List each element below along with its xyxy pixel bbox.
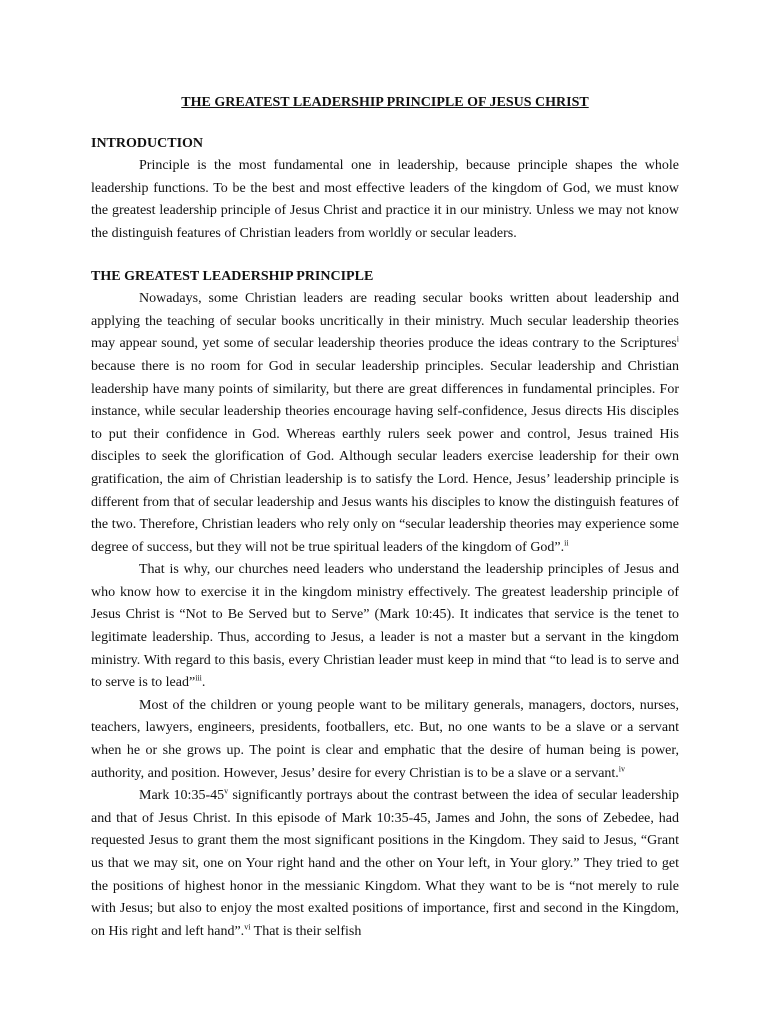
body-paragraph — [91, 288, 679, 559]
section-heading-introduction: INTRODUCTION — [91, 135, 204, 151]
section-body-greatest-principle — [91, 288, 679, 943]
paragraph-text: That is their selfish — [250, 923, 362, 939]
paragraph-text: significantly portrays about the contrast between the idea of secular leadership and that of Jesus Christ. In this episode of Mark 10:35-45, James and John, the sons of Zebedee, had requested Jesus to grant them the most significant positions in the Kingdom. They said to Jesus, “Grant us that we may sit, one on Your right hand and the other on Your left, in Your glory.” They tried to get the positions of highest honor in the messianic Kingdom. What they want to be is “not merely to rule with Jesus; but also to enjoy the most exalted positions of importance, first and second in the Kingdom, on His right and left hand”. — [91, 788, 679, 939]
footnote-marker[interactable]: ii — [564, 538, 569, 548]
body-paragraph — [91, 785, 679, 943]
footnote-marker[interactable]: iii — [195, 673, 202, 683]
footnote-marker[interactable]: iv — [618, 763, 626, 773]
document-title: THE GREATEST LEADERSHIP PRINCIPLE OF JESUS CHRIST — [181, 95, 589, 110]
body-paragraph — [91, 155, 679, 245]
paragraph-text: Most of the children or young people want to be military generals, managers, doctors, nurses, teachers, lawyers, engineers, presidents, footballers, etc. But, no one wants to be a slave or a servant when he or she grows up. The point is clear and emphatic that the desire of human being is power, authority, and position. However, Jesus’ desire for every Christian is to be a slave or a servant. — [91, 697, 679, 781]
body-paragraph — [91, 559, 679, 695]
paragraph-text: That is why, our churches need leaders who understand the leadership principles of Jesus and who know how to exercise it in the kingdom ministry effectively. The greatest leadership principle of Jesus Christ is “Not to Be Served but to Serve” (Mark 10:45). It indicates that service is the tenet to legitimate leadership. Thus, according to Jesus, a leader is not a master but a servant in the kingdom ministry. With regard to this basis, every Christian leader must keep in mind that “to lead is to serve and to serve is to lead” — [91, 562, 679, 691]
section-heading-greatest-principle: THE GREATEST LEADERSHIP PRINCIPLE — [91, 268, 374, 284]
paragraph-text: Mark 10:35-45 — [139, 788, 225, 804]
paragraph-text: Principle is the most fundamental one in leadership, because principle shapes the whole leadership functions. To be the best and most effective leaders of the kingdom of God, we must know the greatest leadership principle of Jesus Christ and practice it in our ministry. Unless we may not know the distinguish features of Christian leaders from worldly or secular leaders. — [91, 158, 679, 241]
body-paragraph — [91, 695, 679, 785]
paragraph-text: Nowadays, some Christian leaders are reading secular books written about leadership and applying the teaching of secular books uncritically in their ministry. Much secular leadership theories may appear sound, yet some of secular leadership theories produce the ideas contrary to the Scriptures — [91, 291, 679, 352]
paragraph-text: because there is no room for God in secular leadership principles. Secular leadership and Christian leadership have many points of similarity, but there are great differences in fundamental principles. For instance, while secular leadership theories encourage having self-confidence, Jesus directs His disciples to put their confidence in God. Whereas earthly rulers seek power and control, Jesus trained His disciples to seek the glorification of God. Although secular leaders exercise leadership for their own gratification, the aim of Christian leadership is to satisfy the Lord. Hence, Jesus’ leadership principle is different from that of secular leadership and Jesus wants his disciples to know the distinguish features of the two. Therefore, Christian leaders who rely only on “secular leadership theories may experience some degree of success, but they will not be true spiritual leaders of the kingdom of God”. — [91, 358, 679, 555]
footnote-marker[interactable]: v — [224, 786, 229, 796]
paragraph-text: . — [201, 675, 206, 691]
section-body-introduction — [91, 155, 679, 245]
document-body — [91, 92, 679, 943]
footnote-marker[interactable]: vi — [244, 922, 251, 932]
footnote-marker[interactable]: i — [676, 334, 679, 344]
